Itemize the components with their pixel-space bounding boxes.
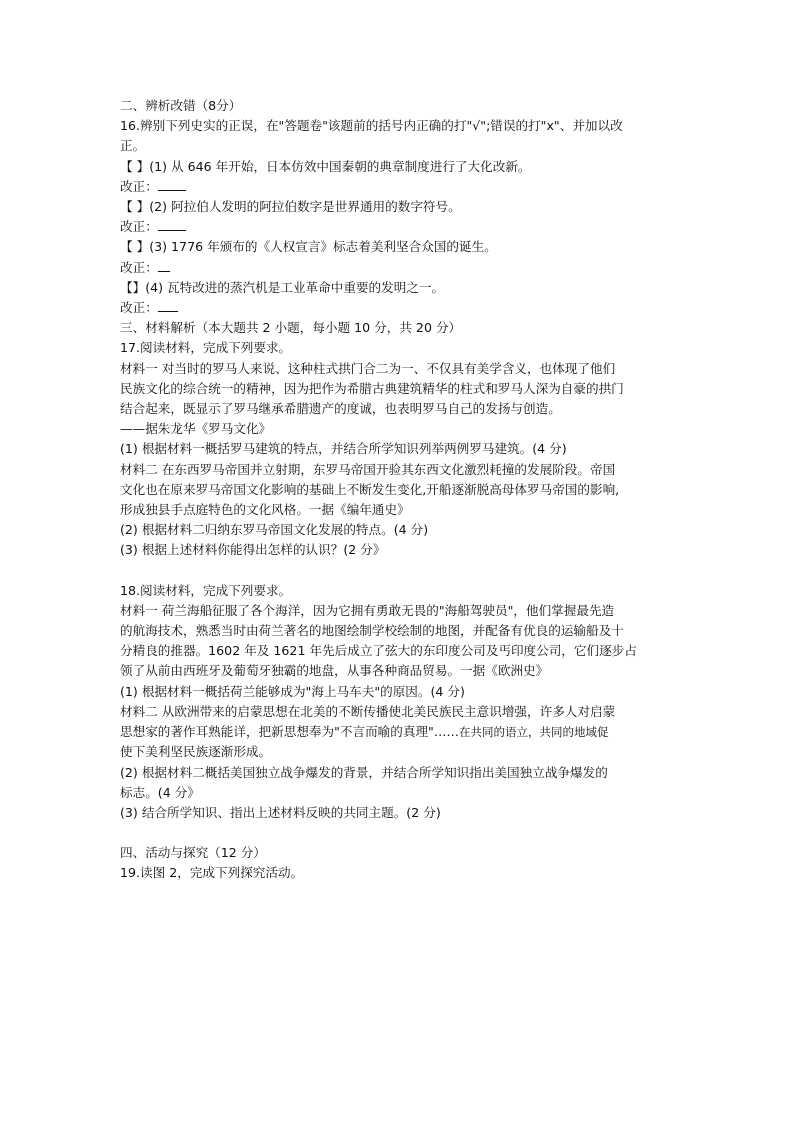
q18-question2-line2: 标志。(4 分》 <box>120 784 200 800</box>
fix-label: 改正： <box>120 300 158 316</box>
q16-item-4 <box>120 278 680 298</box>
q18-material1-line1: 材料一 荷兰海船征服了各个海洋，因为它拥有勇敢无畏的"海船驾驶员"，他们掌握最先造 <box>120 602 615 618</box>
q16-intro-line2: 正。 <box>120 138 146 154</box>
fix-label: 改正： <box>120 259 158 275</box>
q18-material1-line3: 分精良的推器。1602 年及 1621 年先后成立了弦大的东印度公司及丐印度公司，它们逐步占 <box>120 643 637 659</box>
spacer <box>120 561 680 581</box>
q18-material2-line2b: 在共同的语立，共同的地域促 <box>459 725 609 740</box>
fix-label: 改正： <box>120 219 158 235</box>
q18-question2-line1: (2) 根据材料二概括美国独立战争爆发的背景，并结合所学知识指出美国独立战争爆发的 <box>120 764 608 780</box>
item-text: (2) 阿拉伯人发明的阿拉伯数字是世界通用的数字符号。 <box>149 199 461 215</box>
exam-page <box>120 96 680 884</box>
q16-item-1 <box>120 157 680 177</box>
q18-material2-line3: 使下美利坚民族逐渐形成。 <box>120 744 272 760</box>
q17-material2-line3: 形成独县手点庭特色的文化风格。一据《编年通史》 <box>120 502 410 518</box>
fix-blank[interactable] <box>158 259 170 272</box>
q18-material2-line2 <box>120 722 680 742</box>
fix-blank[interactable] <box>158 299 178 312</box>
q17-material1-line2: 民族文化的综合统一的精神，因为把作为希腊古典建筑精华的柱式和罗马人深为自豪的拱门 <box>120 380 624 396</box>
fix-blank[interactable] <box>158 178 186 191</box>
q18-material2-line2a: 思想家的著作耳熟能详，把新思想奉为"不言而喻的真理"…… <box>120 724 460 740</box>
q16-fix-3 <box>120 258 680 278</box>
q18-intro: 18.阅读材料，完成下列要求。 <box>120 582 292 598</box>
section4-heading: 四、活动与探究（12 分） <box>120 845 266 861</box>
q17-intro: 17.阅读材料，完成下列要求。 <box>120 340 292 356</box>
q17-material1-line3: 结合起来，既显示了罗马继承希腊遗产的度诚，也表明罗马自己的发扬与创造。 <box>120 401 561 417</box>
item-text: (4) 瓦特改进的蒸汽机是工业革命中重要的发明之一。 <box>145 279 445 295</box>
q16-intro-line1: 16.辨别下列史实的正误，在"答题卷"该题前的括号内正确的打"√";错误的打"x"、并加以改 <box>120 118 623 134</box>
q17-question3: (3) 根据上述材料你能得出怎样的认识？(2 分》 <box>120 542 386 558</box>
item-text: (1) 从 646 年开始，日本仿效中国秦朝的典章制度进行了大化改新。 <box>149 158 531 174</box>
item-text: (3) 1776 年颁布的《人权宣言》标志着美利坚合众国的诞生。 <box>149 239 497 255</box>
fix-blank[interactable] <box>158 218 186 231</box>
q16-fix-4 <box>120 298 680 318</box>
q18-material1-line4: 领了从前由西班牙及葡萄牙独霸的地盘，从事各种商品贸易。一据《欧洲史》 <box>120 663 549 679</box>
q17-material1-line1: 材料一 对当时的罗马人来说、这种柱式拱门合二为一、不仅具有美学含义，也体现了他们 <box>120 360 616 376</box>
q19-intro: 19.读图 2，完成下列探究活动。 <box>120 865 304 881</box>
fix-label: 改正： <box>120 178 158 194</box>
q17-question1: (1) 根据材料一概括罗马建筑的特点，并结合所学知识列举两例罗马建筑。(4 分) <box>120 441 567 457</box>
answer-bracket[interactable]: 【】 <box>120 279 146 295</box>
q16-fix-2 <box>120 217 680 237</box>
q18-question3: (3) 结合所学知识、指出上述材料反映的共同主题。(2 分) <box>120 804 441 820</box>
section2-heading: 二、辨析改错（8分） <box>120 98 242 113</box>
q18-question1: (1) 根据材料一概括荷兰能够成为"海上马车夫"的原因。(4 分) <box>120 683 465 699</box>
q17-material1-source: ——据朱龙华《罗马文化》 <box>120 421 272 437</box>
section3-heading: 三、材料解析（本大题共 2 小题，每小题 10 分，共 20 分） <box>120 320 462 336</box>
answer-bracket[interactable]: 【 】 <box>120 239 150 255</box>
q18-material1-line2: 的航海技术，熟悉当时由荷兰著名的地图绘制学校绘制的地图，并配备有优良的运输船及十 <box>120 623 624 639</box>
q17-material2-line2: 文化也在原来罗马帝国文化影响的基础上不断发生变化,开船逐渐脱高母体罗马帝国的影响, <box>120 481 620 497</box>
q16-item-3 <box>120 237 680 257</box>
q16-fix-1 <box>120 177 680 197</box>
answer-bracket[interactable]: 【 】 <box>120 199 150 215</box>
q18-material2-line1: 材料二 从欧洲带来的启蒙思想在北美的不断传播使北美民族民主意识增强，许多人对启蒙 <box>120 703 616 719</box>
spacer <box>120 823 680 843</box>
q17-material2-line1: 材料二 在东西罗马帝国并立射期，东罗马帝国开验其东西文化激烈耗撞的发展阶段。帝国 <box>120 461 616 477</box>
q16-item-2 <box>120 197 680 217</box>
q17-question2: (2) 根据材料二归纳东罗马帝国文化发展的特点。(4 分) <box>120 522 429 538</box>
answer-bracket[interactable]: 【 】 <box>120 158 150 174</box>
